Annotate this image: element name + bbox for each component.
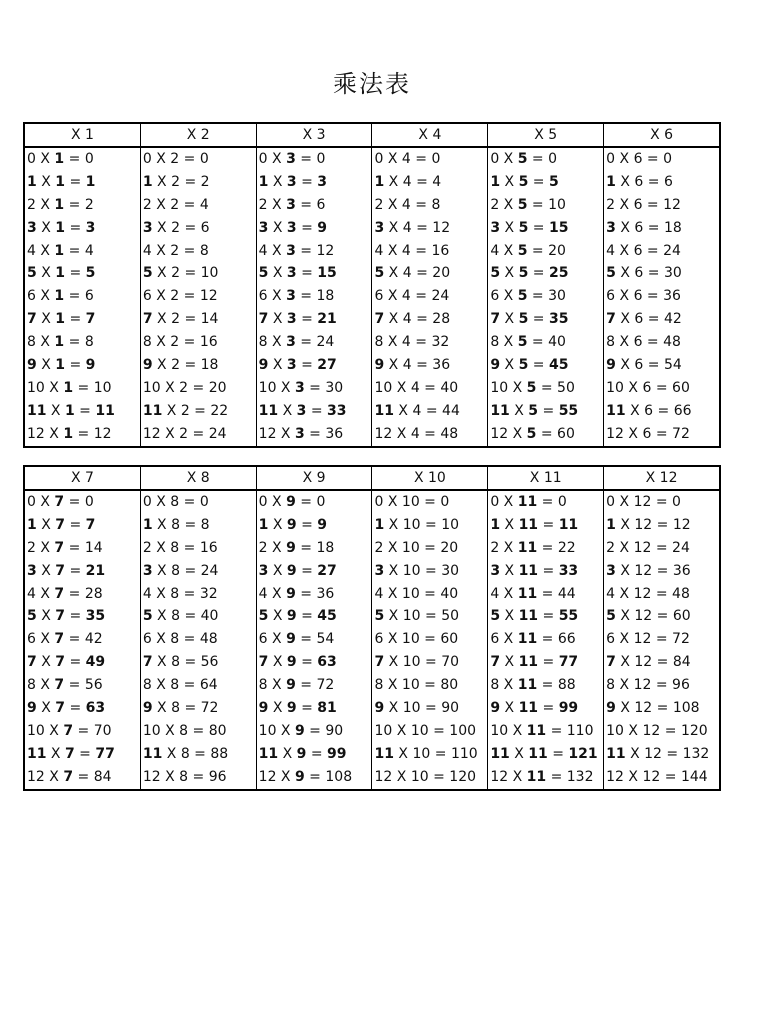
table-cell: 9 X 3 = 27 (258, 357, 337, 374)
table-cell: 3 X 7 = 21 (27, 562, 106, 579)
table-cell: 7 X 8 = 56 (142, 654, 219, 671)
table-cell: 8 X 8 = 64 (142, 677, 218, 694)
table-cell: 9 X 1 = 9 (27, 357, 96, 374)
table-cell: 6 X 9 = 54 (258, 631, 335, 648)
table-cell: 7 X 6 = 42 (606, 311, 682, 328)
table-cell: 5 X 6 = 30 (606, 265, 682, 282)
table-cell: 2 X 10 = 20 (374, 539, 459, 556)
table-cell: 7 X 2 = 14 (142, 311, 219, 328)
table-cell: 0 X 12 = 0 (606, 494, 681, 510)
table-cell: 1 X 7 = 7 (27, 516, 96, 533)
table-cell: 7 X 3 = 21 (258, 311, 337, 328)
table-cell: 4 X 7 = 28 (27, 585, 103, 602)
table-cell: 0 X 3 = 0 (258, 151, 326, 167)
table-cell: 7 X 4 = 28 (374, 311, 451, 328)
table-cell: 7 X 7 = 49 (27, 654, 106, 671)
table-cell: 11 X 6 = 66 (606, 402, 692, 419)
table-cell: 7 X 11 = 77 (490, 654, 579, 671)
table-cell: 6 X 10 = 60 (374, 631, 459, 648)
table-cell: 5 X 11 = 55 (490, 608, 579, 625)
table-cell: 12 X 5 = 60 (490, 425, 575, 442)
table-cell: 8 X 3 = 24 (258, 334, 335, 351)
table-cell: 4 X 10 = 40 (374, 585, 459, 602)
table-cell: 2 X 7 = 14 (27, 539, 103, 556)
table-cell: 12 X 1 = 12 (27, 425, 112, 442)
column-header: X 4 (372, 124, 487, 148)
table-cell: 1 X 12 = 12 (606, 516, 691, 533)
column-header: X 5 (488, 124, 603, 148)
table-cell: 5 X 10 = 50 (374, 608, 460, 625)
table-cell: 5 X 1 = 5 (27, 265, 96, 282)
table-cell: 12 X 3 = 36 (258, 425, 344, 442)
table-cell: 9 X 5 = 45 (490, 357, 569, 374)
table-cell: 0 X 7 = 0 (27, 494, 94, 510)
table-cell: 11 X 1 = 11 (27, 402, 115, 419)
table-cell: 7 X 9 = 63 (258, 654, 337, 671)
table-cell: 4 X 5 = 20 (490, 242, 566, 259)
column-header: X 1 (25, 124, 140, 148)
table-cell: 4 X 12 = 48 (606, 585, 690, 602)
table-column (25, 467, 140, 789)
table-cell: 2 X 6 = 12 (606, 196, 681, 213)
table-column (25, 124, 140, 446)
table-cell: 9 X 12 = 108 (606, 700, 700, 717)
column-header: X 8 (141, 467, 256, 491)
multiplication-table-1-to-6 (23, 122, 721, 448)
table-column (256, 467, 372, 789)
table-cell: 11 X 2 = 22 (142, 402, 229, 419)
table-cell: 12 X 11 = 132 (490, 768, 594, 785)
table-column (371, 467, 487, 789)
table-cell: 3 X 4 = 12 (374, 219, 451, 236)
table-cell: 12 X 6 = 72 (606, 425, 690, 442)
table-cell: 5 X 3 = 15 (258, 265, 337, 282)
table-cell: 9 X 11 = 99 (490, 700, 579, 717)
table-cell: 2 X 5 = 10 (490, 196, 566, 213)
table-column (256, 124, 372, 446)
table-cell: 12 X 8 = 96 (142, 768, 227, 785)
table-cell: 12 X 10 = 120 (374, 768, 477, 785)
table-cell: 6 X 5 = 30 (490, 288, 566, 305)
table-cell: 6 X 2 = 12 (142, 288, 218, 305)
table-cell: 2 X 4 = 8 (374, 196, 441, 213)
table-cell: 5 X 7 = 35 (27, 608, 106, 625)
table-cell: 0 X 5 = 0 (490, 151, 558, 167)
table-cell: 6 X 12 = 72 (606, 631, 690, 648)
table-column (487, 124, 603, 446)
table-cell: 8 X 10 = 80 (374, 677, 459, 694)
table-cell: 1 X 4 = 4 (374, 173, 442, 190)
table-cell: 1 X 5 = 5 (490, 173, 559, 190)
table-column (603, 467, 719, 789)
table-cell: 3 X 11 = 33 (490, 562, 579, 579)
table-cell: 6 X 3 = 18 (258, 288, 335, 305)
table-cell: 1 X 11 = 11 (490, 516, 579, 533)
column-header: X 2 (141, 124, 256, 148)
table-cell: 2 X 9 = 18 (258, 539, 335, 556)
table-cell: 3 X 5 = 15 (490, 219, 569, 236)
table-cell: 2 X 12 = 24 (606, 539, 690, 556)
table-cell: 6 X 4 = 24 (374, 288, 450, 305)
table-cell: 4 X 2 = 8 (142, 242, 209, 259)
table-cell: 11 X 7 = 77 (27, 745, 115, 762)
table-cell: 4 X 1 = 4 (27, 242, 94, 259)
table-cell: 0 X 6 = 0 (606, 151, 673, 167)
table-cell: 2 X 1 = 2 (27, 196, 94, 213)
table-cell: 9 X 2 = 18 (142, 357, 219, 374)
page-title: 乘法表 (333, 70, 411, 98)
table-cell: 12 X 7 = 84 (27, 768, 112, 785)
table-cell: 5 X 5 = 25 (490, 265, 569, 282)
table-cell: 9 X 6 = 54 (606, 357, 682, 374)
column-header: X 6 (604, 124, 719, 148)
table-cell: 8 X 11 = 88 (490, 677, 576, 694)
column-header: X 12 (604, 467, 719, 491)
table-cell: 8 X 5 = 40 (490, 334, 566, 351)
table-cell: 10 X 8 = 80 (142, 722, 227, 739)
table-cell: 3 X 6 = 18 (606, 219, 682, 236)
table-cell: 8 X 12 = 96 (606, 677, 690, 694)
table-cell: 10 X 5 = 50 (490, 379, 575, 396)
table-cell: 8 X 7 = 56 (27, 677, 103, 694)
table-cell: 11 X 10 = 110 (374, 745, 478, 762)
table-cell: 8 X 9 = 72 (258, 677, 335, 694)
table-cell: 8 X 6 = 48 (606, 334, 681, 351)
table-column (487, 467, 603, 789)
table-cell: 11 X 11 = 121 (490, 745, 598, 762)
table-cell: 10 X 3 = 30 (258, 379, 344, 396)
table-cell: 4 X 11 = 44 (490, 585, 576, 602)
column-header: X 9 (257, 467, 372, 491)
table-column (140, 467, 256, 789)
table-cell: 5 X 9 = 45 (258, 608, 337, 625)
table-cell: 4 X 4 = 16 (374, 242, 450, 259)
table-cell: 11 X 4 = 44 (374, 402, 460, 419)
table-cell: 6 X 11 = 66 (490, 631, 576, 648)
table-cell: 10 X 6 = 60 (606, 379, 690, 396)
table-cell: 10 X 10 = 100 (374, 722, 477, 739)
table-cell: 3 X 9 = 27 (258, 562, 337, 579)
table-cell: 10 X 7 = 70 (27, 722, 112, 739)
table-cell: 7 X 1 = 7 (27, 311, 96, 328)
table-cell: 11 X 3 = 33 (258, 402, 347, 419)
table-cell: 7 X 10 = 70 (374, 654, 460, 671)
table-cell: 6 X 1 = 6 (27, 288, 94, 305)
table-cell: 0 X 8 = 0 (142, 494, 209, 510)
table-cell: 0 X 10 = 0 (374, 494, 450, 510)
table-cell: 9 X 10 = 90 (374, 700, 460, 717)
table-cell: 12 X 2 = 24 (142, 425, 227, 442)
table-cell: 1 X 1 = 1 (27, 173, 96, 190)
table-cell: 11 X 5 = 55 (490, 402, 579, 419)
table-cell: 11 X 9 = 99 (258, 745, 347, 762)
table-cell: 8 X 2 = 16 (142, 334, 218, 351)
table-cell: 10 X 1 = 10 (27, 379, 112, 396)
table-cell: 11 X 12 = 132 (606, 745, 710, 762)
table-cell: 1 X 2 = 2 (142, 173, 210, 190)
table-cell: 12 X 4 = 48 (374, 425, 459, 442)
table-cell: 0 X 11 = 0 (490, 494, 567, 510)
table-column (371, 124, 487, 446)
table-cell: 0 X 9 = 0 (258, 494, 326, 510)
table-cell: 6 X 7 = 42 (27, 631, 103, 648)
table-cell: 1 X 3 = 3 (258, 173, 328, 190)
table-column (140, 124, 256, 446)
table-cell: 5 X 8 = 40 (142, 608, 219, 625)
table-cell: 11 X 8 = 88 (142, 745, 229, 762)
table-cell: 2 X 3 = 6 (258, 196, 326, 213)
table-cell: 5 X 4 = 20 (374, 265, 451, 282)
table-cell: 6 X 8 = 48 (142, 631, 218, 648)
table-cell: 0 X 4 = 0 (374, 151, 441, 167)
table-cell: 3 X 12 = 36 (606, 562, 691, 579)
table-cell: 0 X 2 = 0 (142, 151, 209, 167)
table-cell: 3 X 8 = 24 (142, 562, 219, 579)
table-cell: 9 X 7 = 63 (27, 700, 106, 717)
table-cell: 1 X 6 = 6 (606, 173, 673, 190)
table-cell: 1 X 9 = 9 (258, 516, 328, 533)
table-cell: 4 X 3 = 12 (258, 242, 335, 259)
table-cell: 3 X 10 = 30 (374, 562, 460, 579)
table-cell: 8 X 4 = 32 (374, 334, 450, 351)
table-cell: 4 X 9 = 36 (258, 585, 335, 602)
table-cell: 10 X 11 = 110 (490, 722, 594, 739)
table-cell: 2 X 8 = 16 (142, 539, 218, 556)
table-cell: 10 X 4 = 40 (374, 379, 459, 396)
table-cell: 4 X 8 = 32 (142, 585, 218, 602)
column-header: X 10 (372, 467, 487, 491)
table-cell: 0 X 1 = 0 (27, 151, 94, 167)
column-header: X 11 (488, 467, 603, 491)
table-cell: 7 X 12 = 84 (606, 654, 691, 671)
table-cell: 1 X 10 = 10 (374, 516, 460, 533)
table-cell: 3 X 2 = 6 (142, 219, 210, 236)
table-cell: 5 X 12 = 60 (606, 608, 691, 625)
table-cell: 2 X 11 = 22 (490, 539, 576, 556)
table-cell: 10 X 12 = 120 (606, 722, 708, 739)
table-cell: 3 X 3 = 9 (258, 219, 328, 236)
table-cell: 9 X 9 = 81 (258, 700, 337, 717)
table-cell: 12 X 9 = 108 (258, 768, 353, 785)
table-cell: 9 X 8 = 72 (142, 700, 219, 717)
table-cell: 10 X 9 = 90 (258, 722, 344, 739)
table-cell: 6 X 6 = 36 (606, 288, 681, 305)
table-cell: 9 X 4 = 36 (374, 357, 451, 374)
table-cell: 12 X 12 = 144 (606, 768, 708, 785)
table-cell: 4 X 6 = 24 (606, 242, 681, 259)
column-header: X 7 (25, 467, 140, 491)
table-cell: 2 X 2 = 4 (142, 196, 209, 213)
multiplication-table-7-to-12 (23, 465, 721, 791)
table-cell: 10 X 2 = 20 (142, 379, 227, 396)
table-cell: 7 X 5 = 35 (490, 311, 569, 328)
column-header: X 3 (257, 124, 372, 148)
table-column (603, 124, 719, 446)
table-cell: 3 X 1 = 3 (27, 219, 96, 236)
table-cell: 5 X 2 = 10 (142, 265, 219, 282)
table-cell: 1 X 8 = 8 (142, 516, 210, 533)
table-cell: 8 X 1 = 8 (27, 334, 94, 351)
